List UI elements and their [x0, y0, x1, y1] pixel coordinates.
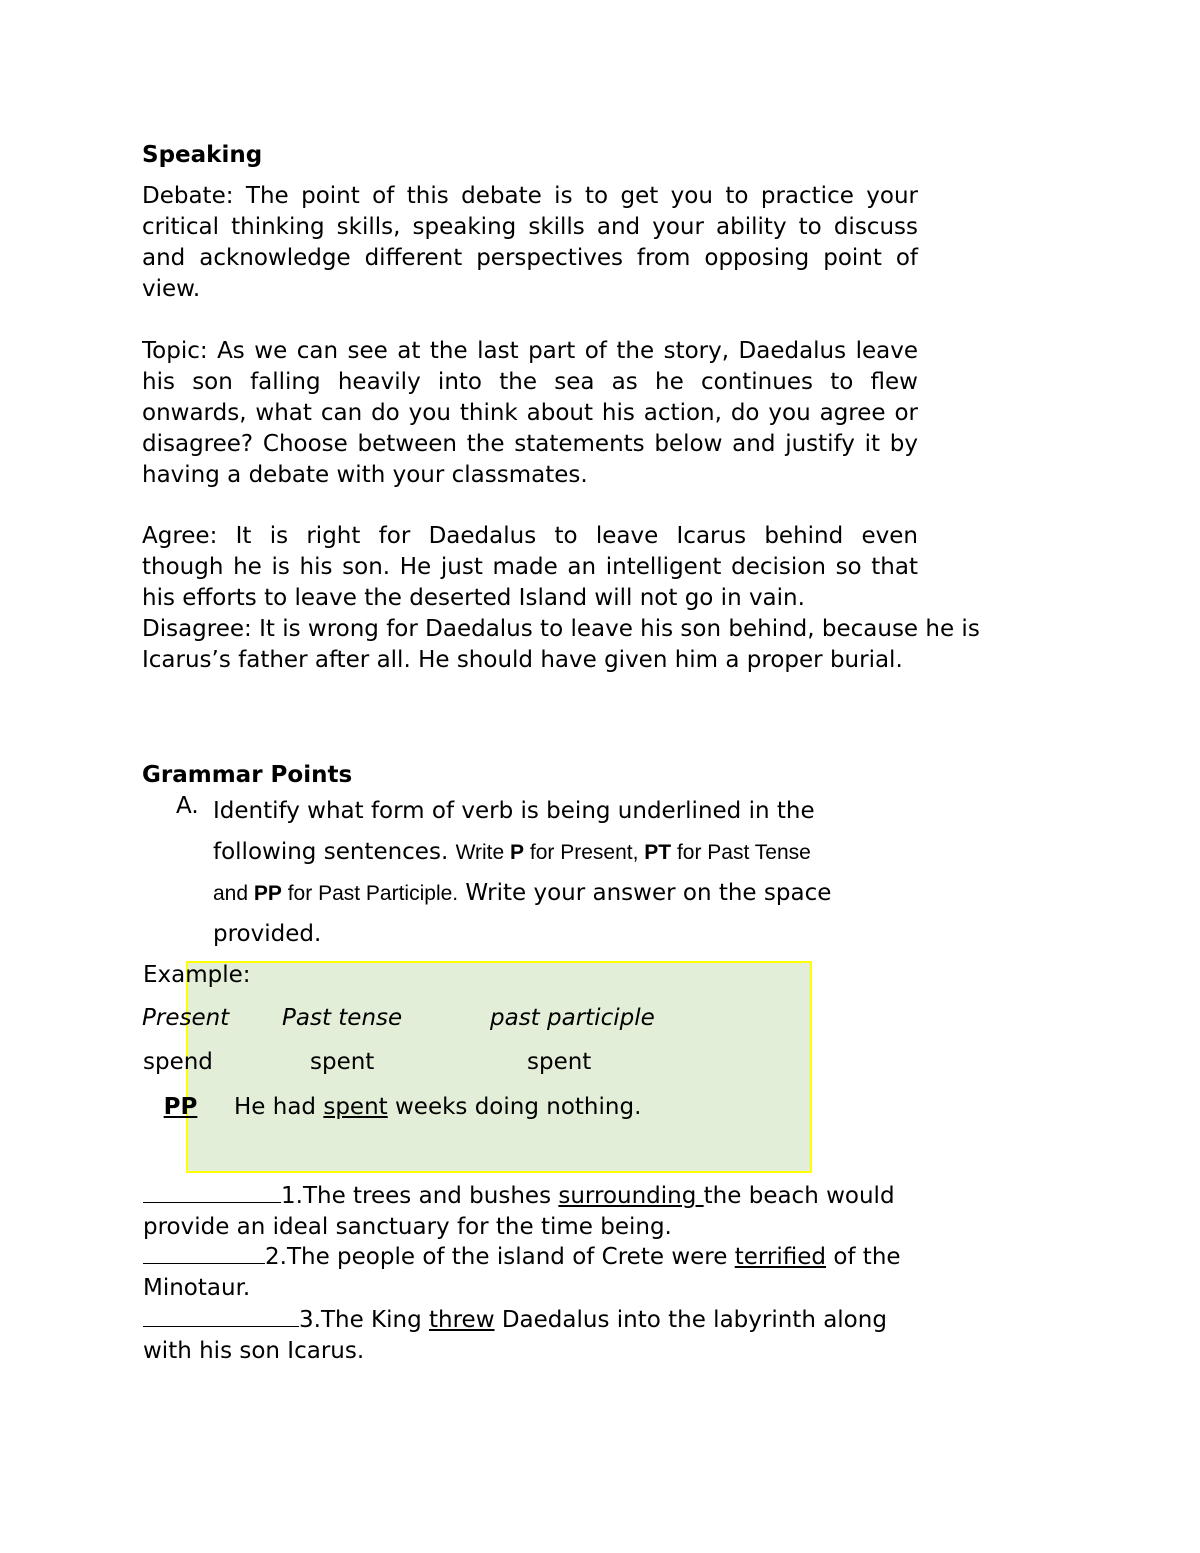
topic-paragraph	[142, 336, 918, 491]
item-letter: A.	[176, 793, 199, 819]
grammar-heading: Grammar Points	[142, 762, 353, 788]
agree-line: Agree: It is right for Daedalus to leave Icarus behind even	[142, 523, 918, 549]
grammar-instruction	[213, 791, 831, 955]
answer-blank-3[interactable]	[143, 1304, 299, 1327]
topic-line: Topic: As we can see at the last part of the story, Daedalus leave	[142, 338, 918, 364]
disagree-paragraph	[142, 614, 980, 676]
answer-blank-1[interactable]	[143, 1180, 281, 1203]
disagree-line: Disagree: It is wrong for Daedalus to leave his son behind, because he is	[142, 616, 980, 642]
instruction-line: provided.	[213, 921, 322, 947]
question-2: 2.The people of the island of Crete were terrified of the Minotaur.	[143, 1241, 901, 1304]
example-label: Example:	[143, 962, 251, 988]
question-1: 1.The trees and bushes surrounding the beach would provide an ideal sanctuary for the time being.	[143, 1180, 895, 1243]
example-answer: PP	[163, 1094, 198, 1120]
disagree-line: Icarus’s father after all. He should have given him a proper burial.	[142, 647, 903, 673]
answer-blank-2[interactable]	[143, 1241, 265, 1264]
question-3: 3.The King threw Daedalus into the labyrinth along with his son Icarus.	[143, 1304, 887, 1367]
debate-paragraph	[142, 181, 918, 305]
debate-line: view.	[142, 276, 201, 302]
example-sentence-row: PP He had spent weeks doing nothing.	[143, 1092, 641, 1123]
question-number: 1.	[281, 1183, 303, 1209]
topic-line: having a debate with your classmates.	[142, 462, 588, 488]
col-header-participle: past participle	[490, 1005, 655, 1031]
instruction-line: following sentences. Write P for Present, PT for Past Tense	[213, 839, 811, 865]
agree-line: his efforts to leave the deserted Island will not go in vain.	[142, 585, 805, 611]
debate-line: critical thinking skills, speaking skills and your ability to discuss	[142, 214, 918, 240]
question-number: 2.	[265, 1244, 287, 1270]
verb-past: spent	[310, 1049, 375, 1075]
example-box	[186, 961, 812, 1173]
topic-line: his son falling heavily into the sea as he continues to flew	[142, 369, 918, 395]
topic-line: disagree? Choose between the statements below and justify it by	[142, 431, 918, 457]
debate-line: and acknowledge different perspectives from opposing point of	[142, 245, 918, 271]
question-number: 3.	[299, 1307, 321, 1333]
col-header-present: Present	[142, 1005, 230, 1031]
topic-line: onwards, what can do you think about his action, do you agree or	[142, 400, 918, 426]
agree-paragraph	[142, 521, 918, 614]
col-header-past: Past tense	[282, 1005, 403, 1031]
verb-present: spend	[143, 1049, 213, 1075]
instruction-line: and PP for Past Participle. Write your answer on the space	[213, 880, 832, 906]
debate-line: Debate: The point of this debate is to get you to practice your	[142, 183, 918, 209]
instruction-line: Identify what form of verb is being underlined in the	[213, 798, 815, 824]
speaking-heading: Speaking	[142, 142, 263, 168]
agree-line: though he is his son. He just made an intelligent decision so that	[142, 554, 918, 580]
verb-participle: spent	[527, 1049, 592, 1075]
